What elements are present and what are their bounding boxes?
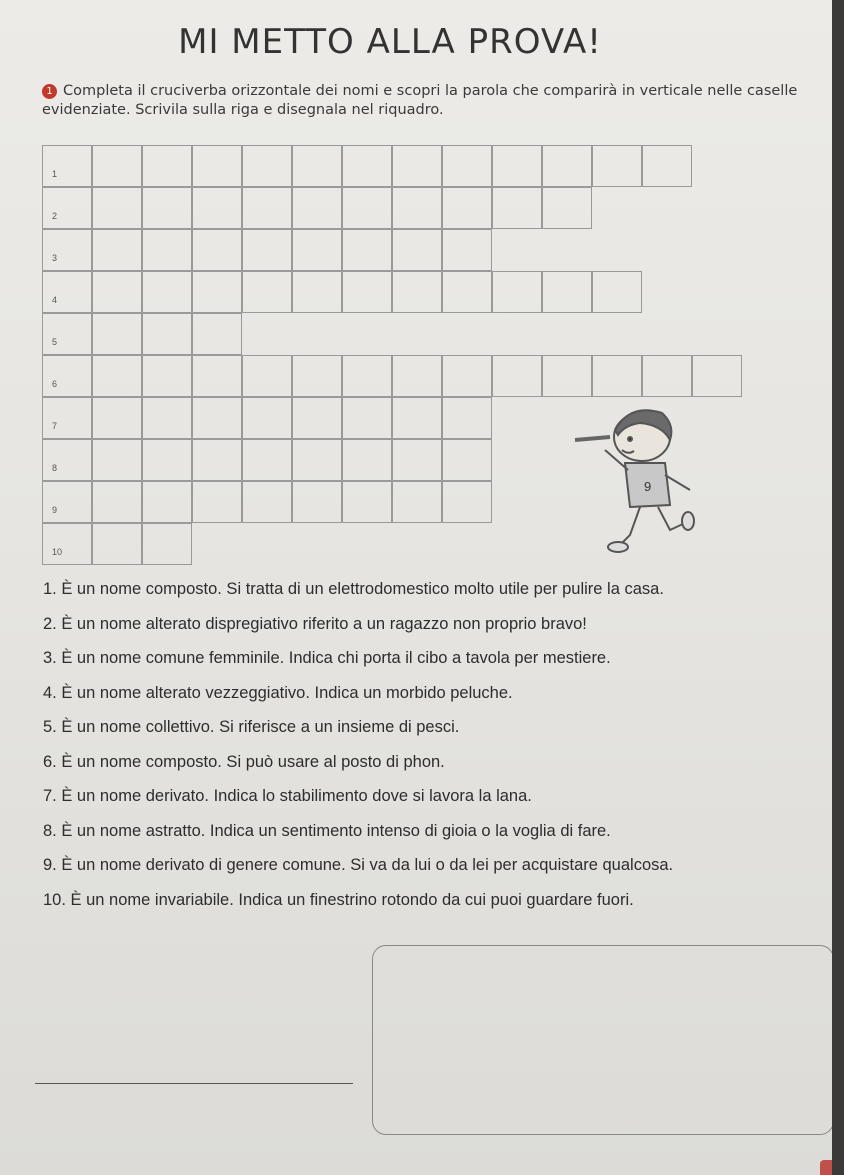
crossword-cell[interactable]: [42, 523, 92, 565]
crossword-cell[interactable]: [192, 271, 242, 313]
crossword-cell[interactable]: [42, 355, 92, 397]
crossword-cell[interactable]: [92, 187, 142, 229]
crossword-row-number: 1: [52, 169, 58, 179]
crossword-cell[interactable]: [592, 271, 642, 313]
crossword-cell[interactable]: [192, 145, 242, 187]
crossword-cell[interactable]: [192, 439, 242, 481]
crossword-cell[interactable]: [192, 355, 242, 397]
crossword-cell[interactable]: [342, 439, 392, 481]
crossword-cell[interactable]: [342, 481, 392, 523]
crossword-cell[interactable]: [142, 271, 192, 313]
crossword-cell[interactable]: [92, 271, 142, 313]
crossword-cell[interactable]: [142, 439, 192, 481]
definition-item: 1. È un nome composto. Si tratta di un elettrodomestico molto utile per pulire la casa.: [43, 580, 664, 598]
crossword-cell[interactable]: [442, 439, 492, 481]
crossword-cell[interactable]: [642, 145, 692, 187]
crossword-cell[interactable]: [142, 145, 192, 187]
crossword-row-number: 4: [52, 295, 58, 305]
crossword-cell[interactable]: [442, 355, 492, 397]
crossword-cell[interactable]: [442, 397, 492, 439]
crossword-cell[interactable]: [142, 355, 192, 397]
crossword-cell[interactable]: [192, 229, 242, 271]
crossword-cell[interactable]: [542, 145, 592, 187]
crossword-row-number: 5: [52, 337, 58, 347]
crossword-cell[interactable]: [242, 355, 292, 397]
crossword-cell[interactable]: [92, 229, 142, 271]
crossword-cell[interactable]: [442, 145, 492, 187]
definition-item: 3. È un nome comune femminile. Indica chi porta il cibo a tavola per mestiere.: [43, 649, 611, 667]
crossword-cell[interactable]: [92, 439, 142, 481]
crossword-cell[interactable]: [542, 355, 592, 397]
crossword-cell[interactable]: [292, 187, 342, 229]
definition-item: 5. È un nome collettivo. Si riferisce a un insieme di pesci.: [43, 718, 460, 736]
crossword-cell[interactable]: [92, 355, 142, 397]
crossword-cell[interactable]: [392, 187, 442, 229]
crossword-cell[interactable]: [42, 145, 92, 187]
crossword-cell[interactable]: [292, 481, 342, 523]
crossword-cell[interactable]: [42, 187, 92, 229]
crossword-cell[interactable]: [92, 313, 142, 355]
crossword-cell[interactable]: [242, 229, 292, 271]
definition-item: 4. È un nome alterato vezzeggiativo. Indica un morbido peluche.: [43, 683, 513, 702]
shirt-number: 9: [644, 479, 652, 494]
crossword-cell[interactable]: [542, 271, 592, 313]
crossword-cell[interactable]: [392, 355, 442, 397]
definition-item: 7. È un nome derivato. Indica lo stabilimento dove si lavora la lana.: [43, 787, 532, 805]
crossword-row-number: 3: [52, 253, 58, 263]
crossword-cell[interactable]: [392, 397, 442, 439]
definition-item: 6. È un nome composto. Si può usare al posto di phon.: [43, 752, 445, 771]
crossword-cell[interactable]: [192, 481, 242, 523]
crossword-cell[interactable]: [492, 187, 542, 229]
crossword-cell[interactable]: [142, 229, 192, 271]
crossword-cell[interactable]: [92, 397, 142, 439]
crossword-cell[interactable]: [442, 271, 492, 313]
crossword-cell[interactable]: [442, 481, 492, 523]
crossword-row-number: 8: [52, 463, 58, 473]
crossword-cell[interactable]: [292, 355, 342, 397]
crossword-cell[interactable]: [342, 229, 392, 271]
definition-item: 8. È un nome astratto. Indica un sentimento intenso di gioia o la voglia di fare.: [43, 821, 611, 840]
crossword-cell[interactable]: [392, 145, 442, 187]
crossword-cell[interactable]: [492, 355, 542, 397]
crossword-cell[interactable]: [392, 271, 442, 313]
boy-mascot-illustration: [570, 395, 700, 560]
crossword-cell[interactable]: [292, 439, 342, 481]
crossword-row-number: 9: [52, 505, 58, 515]
crossword-cell[interactable]: [342, 397, 392, 439]
crossword-cell[interactable]: [192, 313, 242, 355]
instruction-text: Completa il cruciverba orizzontale dei nomi e scopri la parola che comparirà in verticale nelle caselle evidenziate. Scrivila sulla riga e disegnala nel riquadro.: [42, 83, 798, 118]
crossword-cell[interactable]: [142, 187, 192, 229]
crossword-cell[interactable]: [292, 229, 342, 271]
crossword-cell[interactable]: [242, 271, 292, 313]
crossword-cell[interactable]: [392, 229, 442, 271]
crossword-cell[interactable]: [92, 523, 142, 565]
crossword-cell[interactable]: [492, 145, 542, 187]
crossword-cell[interactable]: [142, 523, 192, 565]
crossword-cell[interactable]: [242, 439, 292, 481]
crossword-cell[interactable]: [92, 145, 142, 187]
crossword-cell[interactable]: [42, 229, 92, 271]
crossword-cell[interactable]: [42, 481, 92, 523]
crossword-cell[interactable]: [242, 187, 292, 229]
crossword-cell[interactable]: [392, 481, 442, 523]
crossword-cell[interactable]: [442, 187, 492, 229]
exercise-instruction: [42, 82, 802, 120]
crossword-cell[interactable]: [342, 145, 392, 187]
crossword-cell[interactable]: [242, 481, 292, 523]
crossword-cell[interactable]: [292, 397, 342, 439]
crossword-cell[interactable]: [242, 145, 292, 187]
crossword-cell[interactable]: [342, 355, 392, 397]
crossword-cell[interactable]: [392, 439, 442, 481]
crossword-cell[interactable]: [492, 271, 542, 313]
crossword-cell[interactable]: [142, 481, 192, 523]
crossword-row-number: 6: [52, 379, 58, 389]
crossword-cell[interactable]: [192, 397, 242, 439]
page-title: MI METTO ALLA PROVA!: [178, 22, 602, 62]
crossword-cell[interactable]: [442, 229, 492, 271]
crossword-cell[interactable]: [142, 313, 192, 355]
crossword-cell[interactable]: [142, 397, 192, 439]
crossword-cell[interactable]: [42, 313, 92, 355]
crossword-cell[interactable]: [692, 355, 742, 397]
crossword-cell[interactable]: [292, 145, 342, 187]
crossword-cell[interactable]: [92, 481, 142, 523]
crossword-cell[interactable]: [242, 397, 292, 439]
answer-line[interactable]: [35, 1083, 353, 1084]
crossword-row-number: 2: [52, 211, 58, 221]
crossword-row-number: 7: [52, 421, 58, 431]
exercise-number-badge: 1: [42, 84, 57, 99]
crossword-cell[interactable]: [42, 271, 92, 313]
crossword-cell[interactable]: [292, 271, 342, 313]
crossword-cell[interactable]: [592, 145, 642, 187]
crossword-cell[interactable]: [342, 187, 392, 229]
definition-item: 10. È un nome invariabile. Indica un finestrino rotondo da cui puoi guardare fuori.: [43, 890, 634, 909]
crossword-cell[interactable]: [642, 355, 692, 397]
page-edge: [832, 0, 844, 1175]
crossword-cell[interactable]: [592, 355, 642, 397]
crossword-cell[interactable]: [342, 271, 392, 313]
drawing-box[interactable]: [372, 945, 834, 1135]
definition-item: 9. È un nome derivato di genere comune. Si va da lui o da lei per acquistare qualcosa.: [43, 856, 674, 874]
crossword-cell[interactable]: [192, 187, 242, 229]
definition-item: 2. È un nome alterato dispregiativo riferito a un ragazzo non proprio bravo!: [43, 614, 587, 633]
crossword-cell[interactable]: [42, 439, 92, 481]
crossword-row-number: 10: [52, 547, 63, 557]
crossword-cell[interactable]: [42, 397, 92, 439]
crossword-cell[interactable]: [542, 187, 592, 229]
